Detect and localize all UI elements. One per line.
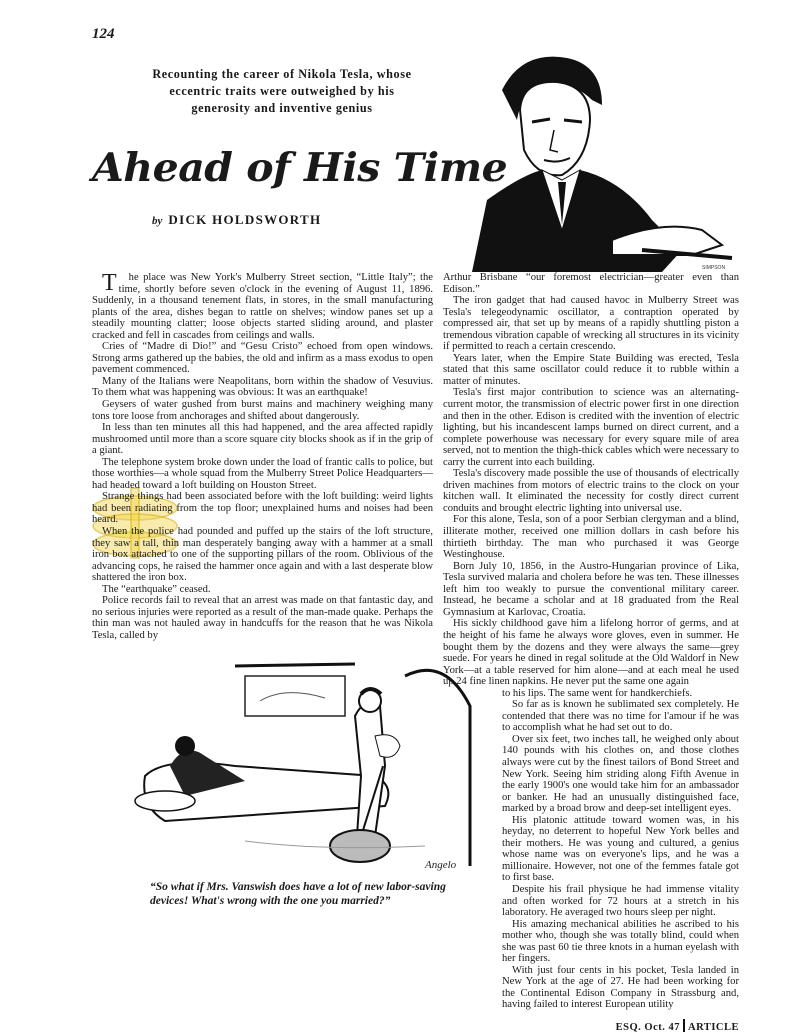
page-number: 124 bbox=[92, 26, 115, 42]
paragraph: When the police had pounded and puffed up the stairs of the loft structure, they saw a tall, thin man desperately banging away with a hammer at a small iron box attached to one of the supporting pillars of the room. Oblivious of the advancing cops, he raised the hammer once again and with a last desperate blow shattered the iron box. bbox=[92, 526, 433, 584]
paragraph: For this alone, Tesla, son of a poor Serbian clergyman and a blind, illiterate mother, received one million dollars in cash before his thirtieth birthday. The man who purchased it was George Westinghouse. bbox=[443, 514, 739, 561]
paragraph: Arthur Brisbane “our foremost electrician—greater even than Edison.” bbox=[443, 272, 739, 295]
page-footer bbox=[443, 1019, 739, 1033]
paragraph: The telephone system broke down under the load of frantic calls to police, but those worthies—a whole squad from the Mulberry Street Police Headquarters—had headed toward a loft building on Houston Street. bbox=[92, 456, 433, 491]
article-column-left bbox=[92, 272, 433, 642]
issue-label: ESQ. Oct. 47 bbox=[615, 1022, 681, 1033]
paragraph: His platonic attitude toward women was, in his heyday, no deterrent to hopeful New York belles and their mothers. He was young and cultured, a genius whose name was on everyone's lips, and he was a millionaire. However, not one of the femmes fatale got to first base. bbox=[502, 814, 739, 884]
cartoon-signature: Angelo bbox=[425, 858, 457, 871]
paragraph: His amazing mechanical abilities he ascribed to his mother who, though she was totally blind, could when she was past 60 tie three knots in a human eyelash with her fingers. bbox=[502, 918, 739, 965]
paragraph: The “earthquake” ceased. bbox=[102, 583, 211, 595]
paragraph: The iron gadget that had caused havoc in Mulberry Street was Tesla's telegeodynamic oscillator, a contraption operated by compressed air, that set up by means of a rapidly shuttling piston a tremendous vibration capable of wrecking all structures in its vicinity if permitted to reach a certain crescendo. bbox=[443, 295, 739, 353]
paragraph: In less than ten minutes all this had happened, and the area affected rapidly mushroomed until more than a score square city blocks shook as if in the grip of a giant. bbox=[92, 422, 433, 457]
paragraph: His sickly childhood gave him a lifelong horror of germs, and at the height of his fame he always wore gloves, even in summer. He bought them by the dozens and they were always the same—grey suede. For years he dined in regal solitude at the Old Waldorf in New York—at a table reserved for him alone—and at each meal he used up 24 fine linen napkins. He never put the same one again bbox=[443, 618, 739, 688]
divider bbox=[683, 1019, 685, 1032]
paragraph: Police records fail to reveal that an arrest was made on that fantastic day, and no serious injuries were reported as a result of the man-made quake. Perhaps the thin man was not hauled away in handcuffs for the reason that he was Nikola Tesla, called by bbox=[92, 595, 433, 641]
paragraph: Years later, when the Empire State Building was erected, Tesla stated that this same oscillator could reduce it to rubble within a matter of minutes. bbox=[443, 352, 739, 387]
paragraph: Strange things had been associated before with the loft building: weird lights had been radiating from the top floor; unexplained hums and noises had been heard. bbox=[92, 491, 433, 526]
cartoon-illustration bbox=[125, 646, 495, 876]
paragraph: Cries of “Madre di Dio!” and “Gesu Cristo” echoed from open windows. Strong arms gathered up the babies, the old and infirm as a mass exodus to open pavement commenced. bbox=[92, 341, 433, 376]
left-flow bbox=[92, 270, 457, 908]
paragraph: The place was New York's Mulberry Street section, “Little Italy”; the time, shortly before seven o'clock in the evening of August 11, 1896. Suddenly, in a thousand tenement flats, in stores, in the small manufacturing plants of the area, dishes began to rattle on shelves; window panes set up a steadily mounting clatter; loose objects started sliding around, and plaster cracked and fell in cascades from ceilings and walls. bbox=[92, 270, 433, 341]
article-column-right-top bbox=[443, 272, 739, 688]
paragraph: With just four cents in his pocket, Tesla landed in New York at the age of 27. He had been working for the Continental Edison Company in Strassburg and, having failed to interest European utility bbox=[502, 964, 739, 1011]
portrait-signature: SIMPSON bbox=[702, 265, 726, 271]
author-name: DICK HOLDSWORTH bbox=[168, 212, 322, 227]
paragraph: Many of the Italians were Neapolitans, born within the shadow of Vesuvius. To them what was happening was obvious: It was an earthquake! bbox=[92, 375, 433, 399]
paragraph: Tesla's first major contribution to science was an alternating-current motor, the transmission of electric power first in one direction and then in the other. Edison is credited with the invention of electric lighting, but his incandescent lamps burned on direct current, and a complete powerhouse was necessary for every square mile of area served, not to mention the thigh-thick cables which were necessary to carry the current into each building. bbox=[443, 387, 739, 468]
paragraph: Geysers of water gushed from burst mains and machinery weighing many tons tore loose from anchorages and shifted about dangerously. bbox=[92, 399, 433, 422]
paragraph: Despite his frail physique he had immense vitality and often worked for 72 hours at a stretch in his laboratory. He averaged two hours sleep per night. bbox=[502, 883, 739, 919]
article-title: Ahead of His Time bbox=[92, 145, 508, 191]
paragraph: Tesla's discovery made possible the use of thousands of electrically driven machines from motors of electric trains to the clock on your kitchen wall. It eliminated the necessity for costly direct current conduits and brought electric lighting into universal use. bbox=[443, 468, 739, 514]
article-column-right-bottom bbox=[502, 688, 739, 1011]
article-deck: Recounting the career of Nikola Tesla, whose eccentric traits were outweighed by his generosity and inventive genius bbox=[152, 67, 412, 115]
paragraph: So far as is known he sublimated sex completely. He contended that there was no time for l'amour if he was to accomplish what he had set out to do. bbox=[502, 699, 739, 734]
paragraph: Over six feet, two inches tall, he weighed only about 140 pounds with his clothes on, and those clothes always were cut by the finest tailors of Bond Street and New York. Seeing him striding along Fifth Avenue in the early 1900's one would take him for an ambassador or banker. He had an unusually distinguished face, marked by a broad brow and deep-set intelligent eyes. bbox=[502, 733, 739, 815]
byline-prefix: by bbox=[152, 215, 163, 227]
right-flow bbox=[443, 272, 739, 1033]
section-label: ARTICLE bbox=[688, 1022, 739, 1033]
cartoon-caption: “So what if Mrs. Vanswish does have a lot of new labor-saving devices! What's wrong with the one you married?” bbox=[150, 880, 446, 907]
tesla-portrait-illustration bbox=[462, 50, 742, 272]
paragraph: to his lips. The same went for handkerchiefs. bbox=[502, 687, 693, 699]
byline bbox=[152, 212, 321, 228]
paragraph: Born July 10, 1856, in the Austro-Hungarian province of Lika, Tesla survived malaria and cholera before he was ten. These illnesses left him too weakly to pursue the conventional military career. Instead, he became a scholar and at 18 graduated from the Real Gymnasium at Karlovac, Croatia. bbox=[443, 560, 739, 618]
